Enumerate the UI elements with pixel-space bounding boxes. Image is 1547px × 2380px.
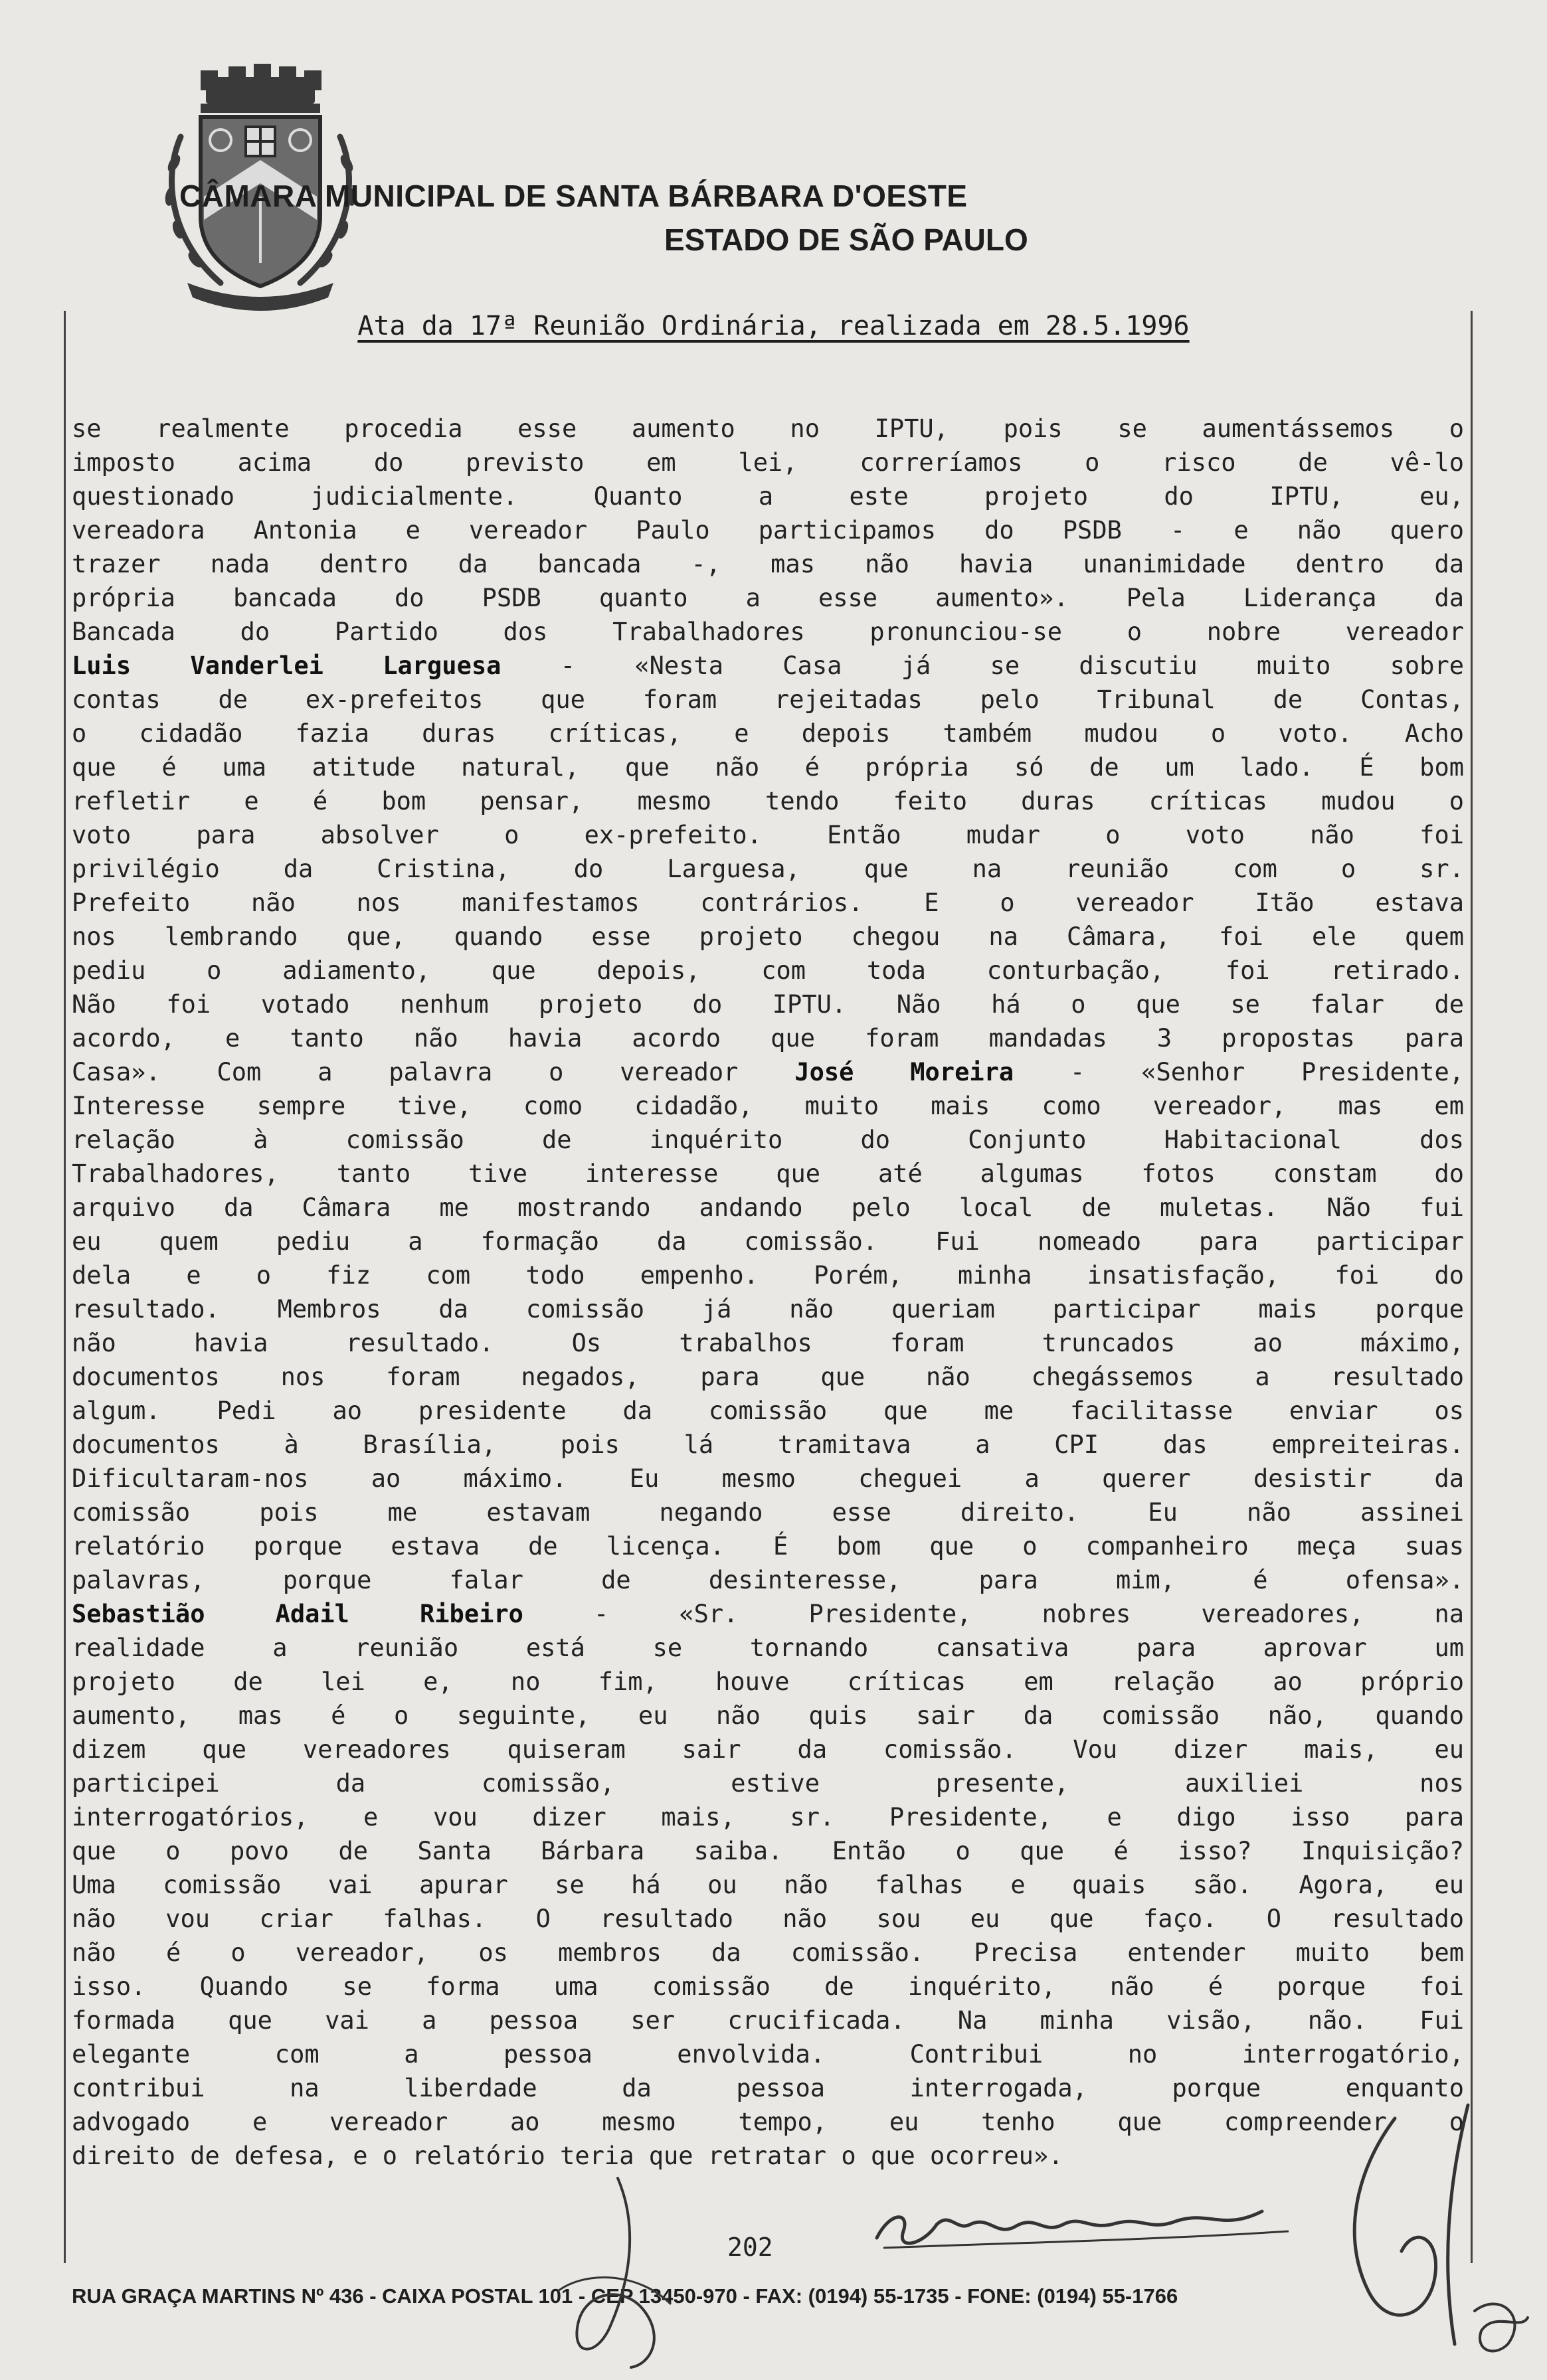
text-line: [72, 1766, 1464, 1800]
text-segment: pediu o adiamento, que depois, com toda conturbação, foi retirado.: [72, 956, 1464, 985]
text-segment: contas de ex-prefeitos que foram rejeitadas pelo Tribunal de Contas,: [72, 685, 1464, 714]
text-line: [72, 1631, 1464, 1665]
text-line: [72, 2139, 1464, 2173]
text-segment: voto para absolver o ex-prefeito. Então mudar o voto não foi: [72, 821, 1464, 849]
text-line: [72, 1055, 1464, 1089]
text-line: [72, 412, 1464, 446]
text-line: [72, 547, 1464, 581]
text-segment: que o povo de Santa Bárbara saiba. Então o que é isso? Inquisição?: [72, 1837, 1464, 1865]
text-line: [72, 886, 1464, 920]
text-segment: - «Sr. Presidente, nobres vereadores, na: [523, 1600, 1464, 1628]
text-line: [72, 1258, 1464, 1292]
text-segment: direito de defesa, e o relatório teria que retratar o que ocorreu».: [72, 2142, 1063, 2170]
text-line: [72, 1123, 1464, 1157]
text-line: [72, 2003, 1464, 2037]
text-segment: privilégio da Cristina, do Larguesa, que na reunião com o sr.: [72, 855, 1464, 883]
left-margin-rule: [64, 311, 66, 2263]
text-segment: refletir e é bom pensar, mesmo tendo feito duras críticas mudou o: [72, 787, 1464, 815]
text-segment: Trabalhadores, tanto tive interesse que até algumas fotos constam do: [72, 1159, 1464, 1188]
text-segment: documentos nos foram negados, para que não chegássemos a resultado: [72, 1363, 1464, 1391]
text-segment: algum. Pedi ao presidente da comissão que me facilitasse enviar os: [72, 1397, 1464, 1425]
text-line: [72, 649, 1464, 683]
text-line: [72, 852, 1464, 886]
text-segment: - «Senhor Presidente,: [1014, 1058, 1464, 1086]
text-segment: Casa». Com a palavra o vereador: [72, 1058, 795, 1086]
text-segment: resultado. Membros da comissão já não queriam participar mais porque: [72, 1295, 1464, 1323]
text-line: [72, 513, 1464, 547]
text-line: [72, 479, 1464, 513]
text-segment: dizem que vereadores quiseram sair da comissão. Vou dizer mais, eu: [72, 1735, 1464, 1764]
text-line: [72, 717, 1464, 750]
text-line: [72, 2105, 1464, 2139]
speaker-name: Luis Vanderlei Larguesa: [72, 651, 501, 680]
text-segment: não vou criar falhas. O resultado não sou eu que faço. O resultado: [72, 1905, 1464, 1933]
text-line: [72, 1157, 1464, 1191]
text-line: [72, 1597, 1464, 1631]
text-line: [72, 1089, 1464, 1123]
text-line: [72, 1834, 1464, 1868]
text-line: [72, 1191, 1464, 1225]
text-segment: projeto de lei e, no fim, houve críticas em relação ao próprio: [72, 1667, 1464, 1696]
text-segment: imposto acima do previsto em lei, correríamos o risco de vê-lo: [72, 448, 1464, 477]
speaker-name: Sebastião Adail Ribeiro: [72, 1600, 523, 1628]
text-segment: arquivo da Câmara me mostrando andando pelo local de muletas. Não fui: [72, 1193, 1464, 1222]
text-line: [72, 1292, 1464, 1326]
text-segment: que é uma atitude natural, que não é própria só de um lado. É bom: [72, 753, 1464, 782]
text-line: [72, 818, 1464, 852]
text-segment: advogado e vereador ao mesmo tempo, eu tenho que compreender o: [72, 2108, 1464, 2136]
text-line: [72, 1699, 1464, 1733]
text-segment: Uma comissão vai apurar se há ou não falhas e quais são. Agora, eu: [72, 1871, 1464, 1899]
minutes-title: Ata da 17ª Reunião Ordinária, realizada em 28.5.1996: [357, 311, 1190, 341]
text-line: [72, 1868, 1464, 1902]
text-line: [72, 1495, 1464, 1529]
text-segment: formada que vai a pessoa ser crucificada. Na minha visão, não. Fui: [72, 2006, 1464, 2035]
text-line: [72, 1326, 1464, 1360]
text-segment: contribui na liberdade da pessoa interrogada, porque enquanto: [72, 2074, 1464, 2102]
text-segment: não havia resultado. Os trabalhos foram truncados ao máximo,: [72, 1329, 1464, 1357]
text-segment: Bancada do Partido dos Trabalhadores pronunciou-se o nobre vereador: [72, 618, 1464, 646]
letterhead-line1: CÂMARA MUNICIPAL DE SANTA BÁRBARA D'OESTE: [179, 179, 968, 213]
text-segment: nos lembrando que, quando esse projeto chegou na Câmara, foi ele quem: [72, 922, 1464, 951]
text-line: [72, 1733, 1464, 1766]
text-line: [72, 1936, 1464, 1970]
text-segment: questionado judicialmente. Quanto a este projeto do IPTU, eu,: [72, 482, 1464, 511]
text-line: [72, 581, 1464, 615]
text-segment: participei da comissão, estive presente, auxiliei nos: [72, 1769, 1464, 1798]
text-segment: não é o vereador, os membros da comissão. Precisa entender muito bem: [72, 1938, 1464, 1967]
text-line: [72, 615, 1464, 649]
text-segment: elegante com a pessoa envolvida. Contribui no interrogatório,: [72, 2040, 1464, 2069]
text-segment: Dificultaram-nos ao máximo. Eu mesmo cheguei a querer desistir da: [72, 1464, 1464, 1493]
text-segment: o cidadão fazia duras críticas, e depois também mudou o voto. Acho: [72, 719, 1464, 748]
text-line: [72, 784, 1464, 818]
text-line: [72, 1529, 1464, 1563]
text-segment: se realmente procedia esse aumento no IPTU, pois se aumentássemos o: [72, 414, 1464, 443]
text-line: [72, 987, 1464, 1021]
text-segment: documentos à Brasília, pois lá tramitava a CPI das empreiteiras.: [72, 1430, 1464, 1459]
text-line: [72, 1394, 1464, 1428]
text-line: [72, 1970, 1464, 2003]
text-segment: palavras, porque falar de desinteresse, para mim, é ofensa».: [72, 1566, 1464, 1594]
text-line: [72, 1021, 1464, 1055]
text-line: [72, 1800, 1464, 1834]
text-line: [72, 1225, 1464, 1258]
letterhead-line2: ESTADO DE SÃO PAULO: [664, 222, 1028, 257]
text-segment: isso. Quando se forma uma comissão de inquérito, não é porque foi: [72, 1972, 1464, 2001]
speaker-name: José Moreira: [794, 1058, 1014, 1086]
text-line: [72, 1462, 1464, 1495]
text-line: [72, 2037, 1464, 2071]
text-line: [72, 920, 1464, 954]
text-segment: realidade a reunião está se tornando cansativa para aprovar um: [72, 1634, 1464, 1662]
text-segment: eu quem pediu a formação da comissão. Fui nomeado para participar: [72, 1227, 1464, 1256]
text-segment: relação à comissão de inquérito do Conjunto Habitacional dos: [72, 1126, 1464, 1154]
page-number: 202: [727, 2233, 773, 2262]
text-segment: acordo, e tanto não havia acordo que foram mandadas 3 propostas para: [72, 1024, 1464, 1053]
text-segment: relatório porque estava de licença. É bom que o companheiro meça suas: [72, 1532, 1464, 1561]
text-segment: Não foi votado nenhum projeto do IPTU. Não há o que se falar de: [72, 990, 1464, 1019]
text-segment: - «Nesta Casa já se discutiu muito sobre: [501, 651, 1464, 680]
text-segment: interrogatórios, e vou dizer mais, sr. Presidente, e digo isso para: [72, 1803, 1464, 1831]
text-line: [72, 1428, 1464, 1462]
text-line: [72, 446, 1464, 479]
text-segment: Interesse sempre tive, como cidadão, muito mais como vereador, mas em: [72, 1092, 1464, 1120]
text-line: [72, 1665, 1464, 1699]
minutes-body: [72, 412, 1464, 2173]
text-segment: aumento, mas é o seguinte, eu não quis sair da comissão não, quando: [72, 1701, 1464, 1730]
text-segment: comissão pois me estavam negando esse direito. Eu não assinei: [72, 1498, 1464, 1527]
right-margin-rule: [1471, 311, 1473, 2263]
text-segment: Prefeito não nos manifestamos contrários. E o vereador Itão estava: [72, 889, 1464, 917]
signature-center-icon: [864, 2185, 1302, 2264]
text-line: [72, 1902, 1464, 1936]
text-line: [72, 750, 1464, 784]
letterhead-footer-address: RUA GRAÇA MARTINS Nº 436 - CAIXA POSTAL 101 - CEP 13450-970 - FAX: (0194) 55-1735 - FONE: (0194) 55-1766: [72, 2284, 1178, 2308]
text-segment: dela e o fiz com todo empenho. Porém, minha insatisfação, foi do: [72, 1261, 1464, 1290]
text-line: [72, 1563, 1464, 1597]
signature-footer-icon: [531, 2171, 704, 2371]
text-segment: vereadora Antonia e vereador Paulo participamos do PSDB - e não quero: [72, 516, 1464, 545]
text-segment: trazer nada dentro da bancada -, mas não havia unanimidade dentro da: [72, 550, 1464, 578]
text-line: [72, 954, 1464, 987]
text-segment: própria bancada do PSDB quanto a esse aumento». Pela Liderança da: [72, 584, 1464, 612]
text-line: [72, 1360, 1464, 1394]
text-line: [72, 683, 1464, 717]
text-line: [72, 2071, 1464, 2105]
